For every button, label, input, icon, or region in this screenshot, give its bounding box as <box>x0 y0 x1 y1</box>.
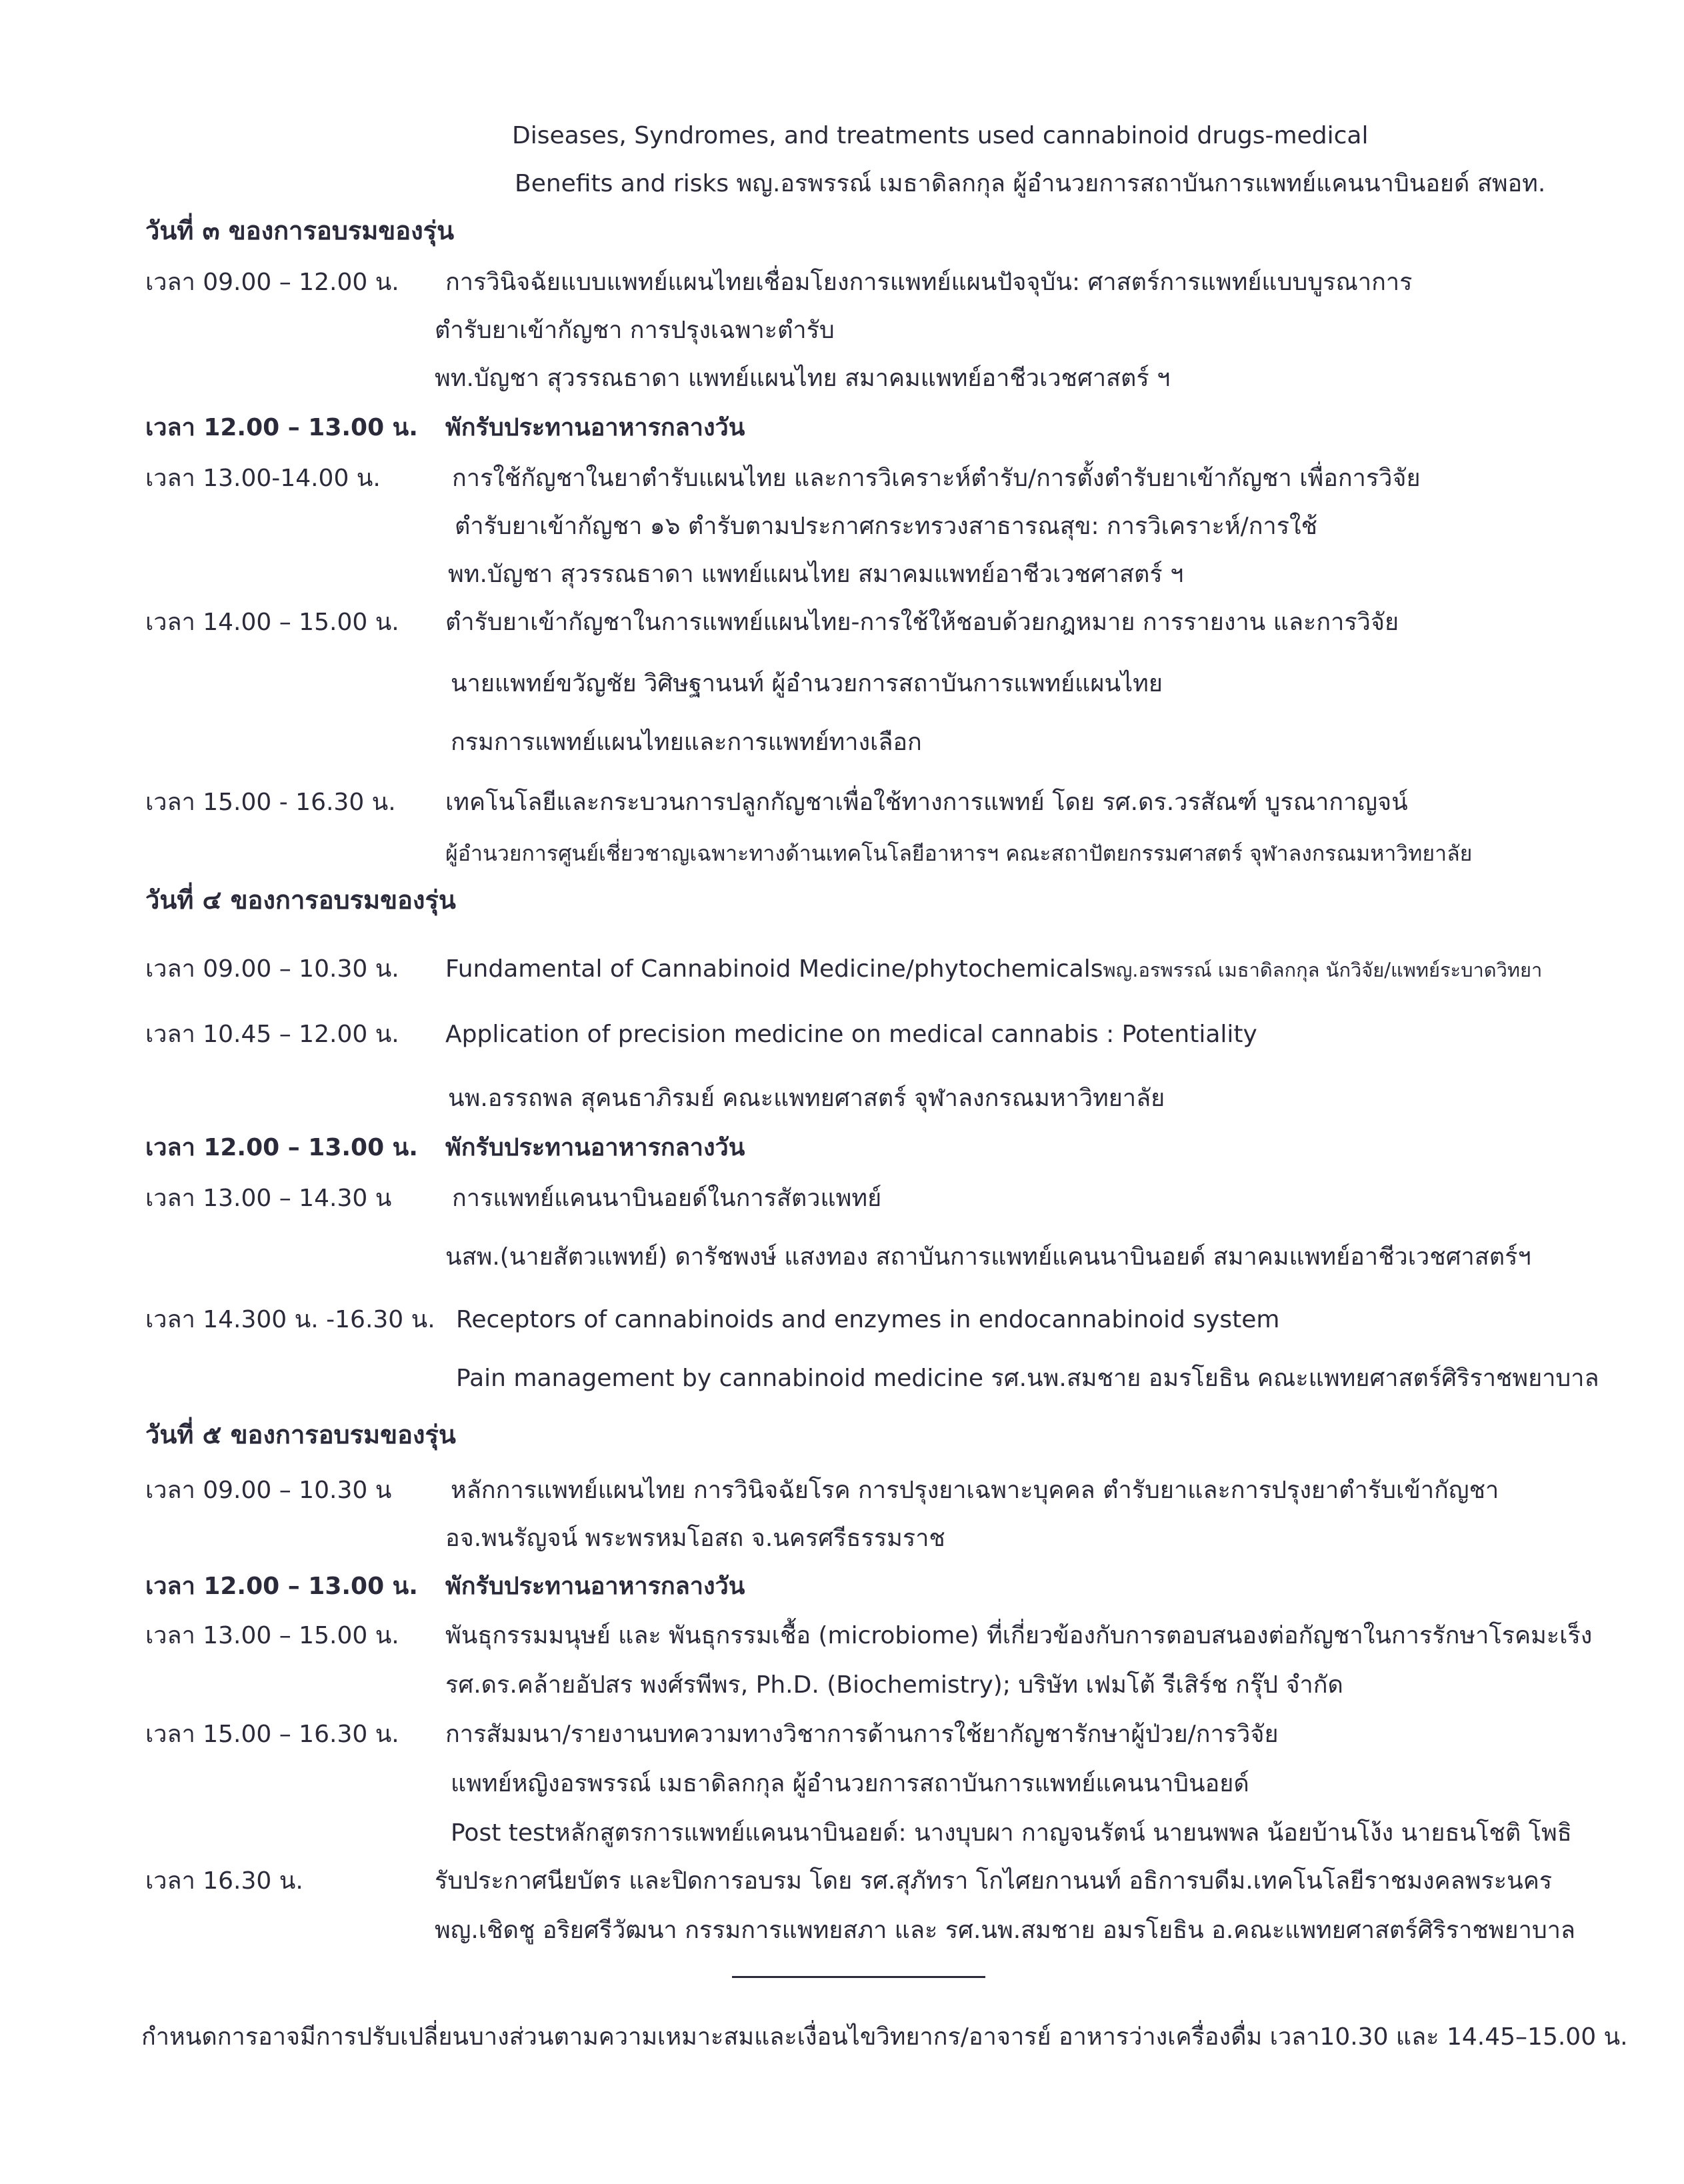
intro-line-2: Benefits and risks พญ.อรพรรณ์ เมธาดิลกกุล ผู้อำนวยการสถาบันการแพทย์แคนนาบินอยด์ สพอท. <box>515 170 1546 197</box>
day3-s4-line-2: ผู้อำนวยการศูนย์เชี่ยวชาญเฉพาะทางด้านเทคโนโลยีอาหารฯ คณะสถาปัตยกรรมศาสตร์ จุฬาลงกรณมหาวิทยาลัย <box>445 841 1473 866</box>
day4-s2-line-2: นพ.อรรถพล สุคนธาภิรมย์ คณะแพทยศาสตร์ จุฬาลงกรณมหาวิทยาลัย <box>448 1085 1165 1112</box>
footer-note: กำหนดการอาจมีการปรับเปลี่ยนบางส่วนตามความเหมาะสมและเงื่อนไขวิทยากร/อาจารย์ อาหารว่างเครื่องดื่ม เวลา10.30 และ 14.45–15.00 น. <box>141 2023 1628 2051</box>
day3-s4-line-1: เทคโนโลยีและกระบวนการปลูกกัญชาเพื่อใช้ทางการแพทย์ โดย รศ.ดร.วรสัณฑ์ บูรณากาญจน์ <box>445 789 1408 816</box>
day5-s3-line-1: การสัมมนา/รายงานบทความทางวิชาการด้านการใช้ยากัญชารักษาผู้ป่วย/การวิจัย <box>445 1721 1279 1748</box>
day4-lunch-time: เวลา 12.00 – 13.00 น. <box>145 1134 418 1161</box>
day3-s1-line-1: การวินิจฉัยแบบแพทย์แผนไทยเชื่อมโยงการแพทย์แผนปัจจุบัน: ศาสตร์การแพทย์แบบบูรณาการ <box>445 269 1413 296</box>
divider-line <box>732 1976 985 1978</box>
day3-s3-time: เวลา 14.00 – 15.00 น. <box>145 609 399 636</box>
day5-s4-time: เวลา 16.30 น. <box>145 1867 303 1895</box>
day4-s1-title: Fundamental of Cannabinoid Medicine/phytochemicals <box>445 955 1103 983</box>
day4-s3-line-1: การแพทย์แคนนาบินอยด์ในการสัตวแพทย์ <box>452 1185 882 1212</box>
day4-s4-time: เวลา 14.300 น. -16.30 น. <box>145 1306 435 1333</box>
day3-s2-line-3: พท.บัญชา สุวรรณธาดา แพทย์แผนไทย สมาคมแพทย์อาชีวเวชศาสตร์ ฯ <box>448 561 1184 588</box>
day5-s3-time: เวลา 15.00 – 16.30 น. <box>145 1721 399 1748</box>
day5-s1-time: เวลา 09.00 – 10.30 น <box>145 1477 392 1504</box>
day3-s2-line-1: การใช้กัญชาในยาตำรับแผนไทย และการวิเคราะห์ตำรับ/การตั้งตำรับยาเข้ากัญชา เพื่อการวิจัย <box>452 465 1421 492</box>
day3-lunch-time: เวลา 12.00 – 13.00 น. <box>145 414 418 441</box>
day3-s1-line-2: ตำรับยาเข้ากัญชา การปรุงเฉพาะตำรับ <box>435 317 835 344</box>
day4-s2-time: เวลา 10.45 – 12.00 น. <box>145 1021 399 1048</box>
day3-lunch-text: พักรับประทานอาหารกลางวัน <box>445 414 745 441</box>
day5-s4-line-2: พญ.เชิดชู อริยศรีวัฒนา กรรมการแพทยสภา และ รศ.นพ.สมชาย อมรโยธิน อ.คณะแพทยศาสตร์ศิริราชพยาบาล <box>435 1917 1575 1944</box>
day5-s3-line-2: แพทย์หญิงอรพรรณ์ เมธาดิลกกุล ผู้อำนวยการสถาบันการแพทย์แคนนาบินอยด์ <box>451 1770 1249 1797</box>
day4-s1-time: เวลา 09.00 – 10.30 น. <box>145 955 399 983</box>
day4-s3-time: เวลา 13.00 – 14.30 น <box>145 1185 392 1212</box>
day4-lunch-text: พักรับประทานอาหารกลางวัน <box>445 1134 745 1161</box>
day4-s1-line-1 <box>445 955 1542 985</box>
day4-s4-line-2: Pain management by cannabinoid medicine รศ.นพ.สมชาย อมรโยธิน คณะแพทยศาสตร์ศิริราชพยาบาล <box>456 1365 1599 1392</box>
day3-s2-time: เวลา 13.00-14.00 น. <box>145 465 381 492</box>
day5-heading: วันที่ ๕ ของการอบรมของรุ่น <box>145 1420 456 1449</box>
day3-s1-time: เวลา 09.00 – 12.00 น. <box>145 269 399 296</box>
day4-s2-line-1: Application of precision medicine on medical cannabis : Potentiality <box>445 1021 1257 1048</box>
day5-s2-time: เวลา 13.00 – 15.00 น. <box>145 1622 399 1649</box>
day5-s2-line-2: รศ.ดร.คล้ายอัปสร พงศ์รพีพร, Ph.D. (Biochemistry); บริษัท เฟมโต้ รีเสิร์ช กรุ๊ป จำกัด <box>445 1671 1343 1699</box>
intro-line-1: Diseases, Syndromes, and treatments used cannabinoid drugs-medical <box>512 122 1369 149</box>
day5-s1-line-1: หลักการแพทย์แผนไทย การวินิจฉัยโรค การปรุงยาเฉพาะบุคคล ตำรับยาและการปรุงยาตำรับเข้ากัญชา <box>451 1477 1499 1504</box>
day4-heading: วันที่ ๔ ของการอบรมของรุ่น <box>145 885 456 915</box>
day3-s3-line-3: กรมการแพทย์แผนไทยและการแพทย์ทางเลือก <box>451 729 922 756</box>
day5-lunch-time: เวลา 12.00 – 13.00 น. <box>145 1573 418 1600</box>
day5-s1-line-2: อจ.พนรัญจน์ พระพรหมโอสถ จ.นครศรีธรรมราช <box>445 1525 945 1552</box>
day3-heading: วันที่ ๓ ของการอบรมของรุ่น <box>145 216 455 245</box>
day3-s3-line-2: นายแพทย์ขวัญชัย วิศิษฐานนท์ ผู้อำนวยการสถาบันการแพทย์แผนไทย <box>451 670 1163 697</box>
day4-s4-line-1: Receptors of cannabinoids and enzymes in endocannabinoid system <box>456 1306 1280 1333</box>
day5-lunch-text: พักรับประทานอาหารกลางวัน <box>445 1573 745 1600</box>
day5-s3-line-3: Post testหลักสูตรการแพทย์แคนนาบินอยด์: นางบุบผา กาญจนรัตน์ นายนพพล น้อยบ้านโง้ง นายธนโชติ โพธิ <box>451 1819 1572 1847</box>
day3-s2-line-2: ตำรับยาเข้ากัญชา ๑๖ ตำรับตามประกาศกระทรวงสาธารณสุข: การวิเคราะห์/การใช้ <box>455 513 1318 540</box>
day3-s4-time: เวลา 15.00 - 16.30 น. <box>145 789 396 816</box>
day5-s4-line-1: รับประกาศนียบัตร และปิดการอบรม โดย รศ.สุภัทรา โกไศยกานนท์ อธิการบดีม.เทคโนโลยีราชมงคลพระนคร <box>435 1867 1553 1895</box>
day5-s2-line-1: พันธุกรรมมนุษย์ และ พันธุกรรมเชื้อ (microbiome) ที่เกี่ยวข้องกับการตอบสนองต่อกัญชาในการรักษาโรคมะเร็ง <box>445 1622 1593 1649</box>
day4-s3-line-2: นสพ.(นายสัตวแพทย์) ดารัชพงษ์ แสงทอง สถาบันการแพทย์แคนนาบินอยด์ สมาคมแพทย์อาชีวเวชศาสตร์ฯ <box>445 1243 1531 1271</box>
day4-s1-speaker: พญ.อรพรรณ์ เมธาดิลกกุล นักวิจัย/แพทย์ระบาดวิทยา <box>1103 959 1543 981</box>
day3-s3-line-1: ตำรับยาเข้ากัญชาในการแพทย์แผนไทย-การใช้ให้ชอบด้วยกฎหมาย การรายงาน และการวิจัย <box>445 609 1399 636</box>
day3-s1-line-3: พท.บัญชา สุวรรณธาดา แพทย์แผนไทย สมาคมแพทย์อาชีวเวชศาสตร์ ฯ <box>435 365 1171 392</box>
